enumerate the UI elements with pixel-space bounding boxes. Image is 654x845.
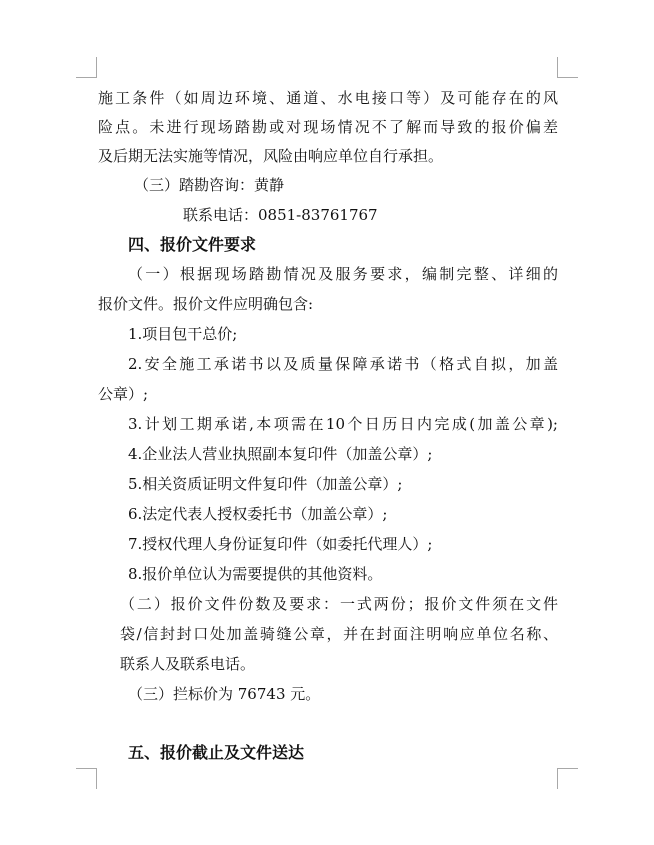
survey-contact-phone: 联系电话：0851-83761767 (183, 206, 378, 224)
list-item: 7.授权代理人身份证复印件（如委托代理人）; (128, 535, 433, 553)
paragraph-line: 袋/信封封口处加盖骑缝公章，并在封面注明响应单位名称、 (120, 625, 558, 643)
paragraph-line: 联系人及联系电话。 (120, 655, 256, 673)
paragraph-line: （一）根据现场踏勘情况及服务要求，编制完整、详细的 (128, 265, 558, 283)
paragraph-line: 险点。未进行现场踏勘或对现场情况不了解而导致的报价偏差 (98, 118, 558, 136)
list-item-continuation: 公章）; (98, 385, 149, 403)
crop-mark-top-left (76, 57, 97, 78)
list-item: 6.法定代表人授权委托书（加盖公章）; (128, 505, 388, 523)
survey-contact-person: （三）踏勘咨询：黄静 (134, 176, 285, 194)
list-item: 1.项目包干总价; (128, 325, 238, 343)
list-item: 8.报价单位认为需要提供的其他资料。 (128, 565, 383, 583)
list-item: 5.相关资质证明文件复印件（加盖公章）; (128, 475, 403, 493)
paragraph-line: 及后期无法实施等情况，风险由响应单位自行承担。 (98, 147, 444, 165)
crop-mark-top-right (557, 57, 578, 78)
bid-ceiling-price: （三）拦标价为 76743 元。 (128, 685, 321, 703)
crop-mark-bottom-right (557, 768, 578, 789)
list-item: 3.计划工期承诺,本项需在10个日历日内完成(加盖公章); (128, 415, 558, 433)
paragraph-line: （二）报价文件份数及要求：一式两份；报价文件须在文件 (120, 595, 558, 613)
paragraph-line: 施工条件（如周边环境、通道、水电接口等）及可能存在的风 (98, 89, 558, 107)
crop-mark-bottom-left (76, 768, 97, 789)
section-heading-4: 四、报价文件要求 (128, 235, 257, 254)
list-item: 4.企业法人营业执照副本复印件（加盖公章）; (128, 445, 433, 463)
section-heading-5: 五、报价截止及文件送达 (128, 743, 305, 762)
paragraph-line: 报价文件。报价文件应明确包含: (98, 295, 314, 313)
list-item: 2.安全施工承诺书以及质量保障承诺书（格式自拟，加盖 (128, 355, 558, 373)
